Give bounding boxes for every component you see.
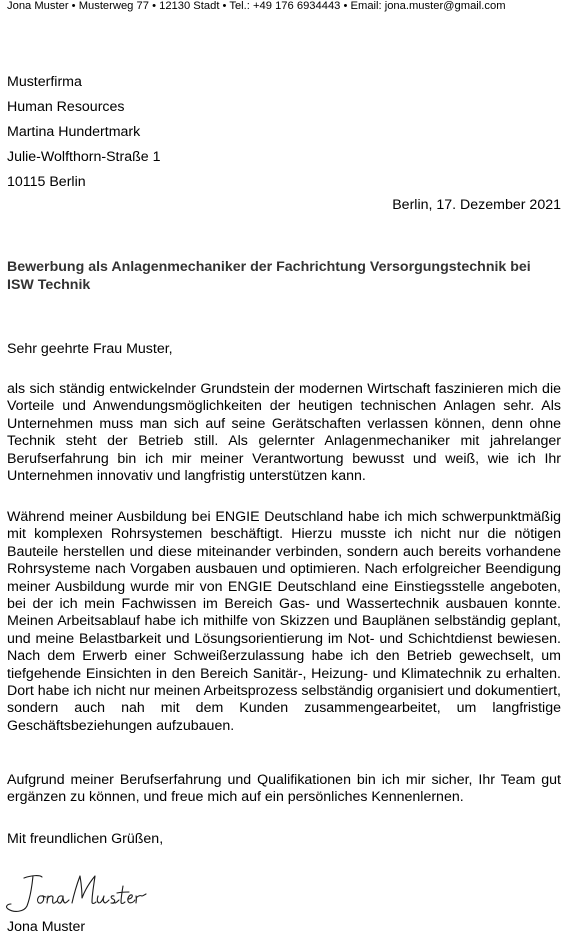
- sender-address-line: Jona Muster • Musterweg 77 • 12130 Stadt • Tel.: +49 176 6934443 • Email: jona.muster@gmail.com: [7, 0, 506, 12]
- letter-date: Berlin, 17. Dezember 2021: [392, 197, 561, 213]
- recipient-address-block: [7, 70, 161, 195]
- recipient-department: Human Resources: [7, 99, 125, 115]
- recipient-company: Musterfirma: [7, 74, 82, 90]
- signer-name: Jona Muster: [7, 919, 86, 935]
- closing-phrase: Mit freundlichen Grüßen,: [7, 831, 164, 847]
- body-paragraph-1: als sich ständig entwickelnder Grundstein der modernen Wirtschaft faszinieren mich die Vorteile und Anwendungsmöglichkeiten der heutigen technischen Anlagen sehr. Als Unternehmen muss man sich auf seine Gerätschaften verlassen können, denn ohne Technik steht der Betrieb still. Als gelernter Anlagenmechaniker mit jahrelanger Berufserfahrung bin ich mir meiner Verantwortung bewusst und weiß, wie ich Ihr Unternehmen innovativ und langfristig unterstützen kann.: [7, 381, 561, 485]
- recipient-contact: Martina Hundertmark: [7, 124, 141, 140]
- recipient-city: 10115 Berlin: [7, 174, 86, 190]
- letter-subject: Bewerbung als Anlagenmechaniker der Fachrichtung Versorgungstechnik bei ISW Technik: [7, 259, 531, 293]
- salutation: Sehr geehrte Frau Muster,: [7, 341, 173, 357]
- body-paragraph-2: Während meiner Ausbildung bei ENGIE Deutschland habe ich mich schwerpunktmäßig mit komplexen Rohrsystemen beschäftigt. Hierzu musste ich nicht nur die nötigen Bauteile herstellen und diese miteinander verbinden, sondern auch bereits vorhandene Rohrsysteme nach Vorgaben ausbauen und optimieren. Nach erfolgreicher Beendigung meiner Ausbildung wurde mir von ENGIE Deutschland eine Einstiegsstelle angeboten, bei der ich mein Fachwissen im Bereich Gas- und Wassertechnik ausbauen konnte. Meinen Arbeitsablauf habe ich mithilfe von Skizzen und Bauplänen selbständig geplant, und meine Belastbarkeit und Lösungsorientierung im Not- und Schichtdienst bewiesen. Nach dem Erwerb einer Schweißerzulassung habe ich den Betrieb gewechselt, um tiefgehende Einsichten in den Bereich Sanitär-, Heizung- und Klimatechnik zu erhalten. Dort habe ich nicht nur meinen Arbeitsprozess selbständig organisiert und dokumentiert, sondern auch nah mit dem Kunden zusammengearbeitet, um langfristige Geschäftsbeziehungen aufzubauen.: [7, 509, 561, 734]
- signature-drawing: [2, 866, 152, 916]
- body-paragraph-3: Aufgrund meiner Berufserfahrung und Qualifikationen bin ich mir sicher, Ihr Team gut ergänzen zu können, und freue mich auf ein persönliches Kennenlernen.: [7, 772, 561, 806]
- handwritten-signature-icon: [2, 866, 152, 916]
- recipient-street: Julie-Wolfthorn-Straße 1: [7, 149, 161, 165]
